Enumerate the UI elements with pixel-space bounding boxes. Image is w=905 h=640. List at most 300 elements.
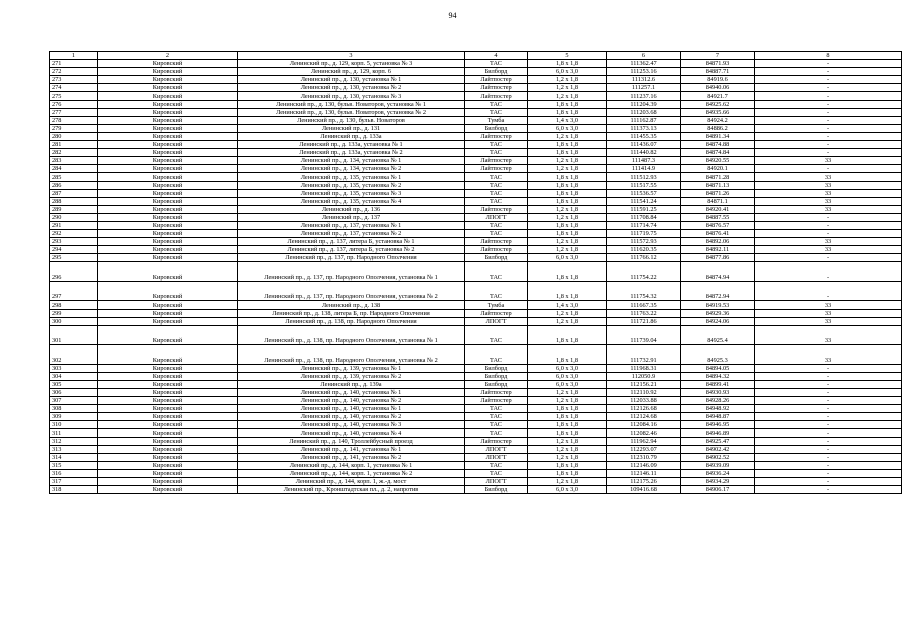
district-cell: Кировский [98,345,238,365]
structure-type-cell: ТАС [465,469,528,477]
structure-type-cell: Лайтпостер [465,246,528,254]
district-cell: Кировский [98,309,238,317]
coordinate-y-cell: 84871.28 [681,173,755,181]
address-cell: Ленинский пр., д. 140, установка № 3 [238,421,465,429]
structure-type-cell: Лайтпостер [465,84,528,92]
note-cell: 33 [755,325,902,345]
note-cell: - [755,389,902,397]
table-row [50,413,902,421]
coordinate-y-cell: 84920.1 [681,165,755,173]
address-cell: Ленинский пр., д. 130, установка № 2 [238,84,465,92]
table-row [50,181,902,189]
row-number-cell: 271 [50,60,98,68]
coordinate-x-cell: 111440.82 [607,149,681,157]
table-row [50,364,902,372]
structure-type-cell: Билборд [465,486,528,494]
note-cell: - [755,60,902,68]
size-cell: 1,8 х 1,8 [528,149,607,157]
structure-type-cell: Тумба [465,116,528,124]
note-cell: - [755,461,902,469]
coordinate-y-cell: 84948.87 [681,413,755,421]
row-number-cell: 274 [50,84,98,92]
table-row [50,262,902,282]
size-cell: 1,8 х 1,8 [528,469,607,477]
address-cell: Ленинский пр., д. 141, установка № 2 [238,453,465,461]
size-cell: 1,8 х 1,8 [528,141,607,149]
table-row [50,437,902,445]
table-row [50,453,902,461]
table-row [50,238,902,246]
table-row [50,317,902,325]
row-number-cell: 285 [50,173,98,181]
structure-type-cell: Билборд [465,380,528,388]
address-cell: Ленинский пр., д. 130, установка № 1 [238,76,465,84]
structure-type-cell: Лайтпостер [465,157,528,165]
coordinate-x-cell: 111721.86 [607,317,681,325]
note-cell: 33 [755,317,902,325]
coordinate-y-cell: 84894.05 [681,364,755,372]
coordinate-y-cell: 84920.41 [681,205,755,213]
coordinate-x-cell: 111708.84 [607,213,681,221]
size-cell: 6,0 х 3,0 [528,68,607,76]
size-cell: 1,8 х 1,8 [528,181,607,189]
coordinate-x-cell: 111455.35 [607,132,681,140]
size-cell: 1,2 х 1,8 [528,238,607,246]
note-cell: - [755,141,902,149]
address-cell: Ленинский пр., д. 140, установка № 2 [238,397,465,405]
table-row [50,157,902,165]
size-cell: 1,8 х 1,8 [528,461,607,469]
row-number-cell: 273 [50,76,98,84]
district-cell: Кировский [98,197,238,205]
note-cell: - [755,165,902,173]
table-row [50,445,902,453]
size-cell: 1,8 х 1,8 [528,421,607,429]
row-number-cell: 300 [50,317,98,325]
row-number-cell: 318 [50,486,98,494]
coordinate-y-cell: 84874.84 [681,149,755,157]
header-cell: 1 [50,52,98,60]
district-cell: Кировский [98,469,238,477]
note-cell: - [755,445,902,453]
row-number-cell: 295 [50,254,98,262]
row-number-cell: 272 [50,68,98,76]
row-number-cell: 282 [50,149,98,157]
row-number-cell: 299 [50,309,98,317]
coordinate-y-cell: 84935.66 [681,108,755,116]
table-row [50,405,902,413]
advertising-structures-table [49,51,902,494]
coordinate-x-cell: 111732.91 [607,345,681,365]
structure-type-cell: ТАС [465,108,528,116]
structure-type-cell: ТАС [465,100,528,108]
district-cell: Кировский [98,108,238,116]
coordinate-x-cell: 111436.07 [607,141,681,149]
note-cell: - [755,132,902,140]
note-cell: - [755,405,902,413]
district-cell: Кировский [98,173,238,181]
district-cell: Кировский [98,380,238,388]
address-cell: Ленинский пр., д. 138, пр. Народного Ополчения, установка № 1 [238,325,465,345]
coordinate-y-cell: 84892.11 [681,246,755,254]
coordinate-x-cell: 111667.35 [607,301,681,309]
coordinate-y-cell: 84871.26 [681,189,755,197]
table-row [50,281,902,301]
row-number-cell: 314 [50,453,98,461]
header-cell: 7 [681,52,755,60]
district-cell: Кировский [98,181,238,189]
structure-type-cell: ТАС [465,429,528,437]
size-cell: 1,2 х 1,8 [528,92,607,100]
coordinate-x-cell: 112146.09 [607,461,681,469]
size-cell: 1,4 х 3,0 [528,116,607,124]
note-cell: 33 [755,246,902,254]
coordinate-x-cell: 111487.3 [607,157,681,165]
note-cell: - [755,124,902,132]
row-number-cell: 301 [50,325,98,345]
address-cell: Ленинский пр., д. 138, пр. Народного Ополчения [238,317,465,325]
size-cell: 1,2 х 1,8 [528,437,607,445]
address-cell: Ленинский пр., д. 137, установка № 1 [238,221,465,229]
table-row [50,246,902,254]
structure-type-cell: ТАС [465,413,528,421]
coordinate-x-cell: 111312.6 [607,76,681,84]
coordinate-x-cell: 111257.1 [607,84,681,92]
note-cell: - [755,149,902,157]
table-row [50,92,902,100]
row-number-cell: 311 [50,429,98,437]
header-cell: 6 [607,52,681,60]
table-row [50,301,902,309]
coordinate-x-cell: 112124.68 [607,413,681,421]
structure-type-cell: Билборд [465,254,528,262]
structure-type-cell: ТАС [465,173,528,181]
row-number-cell: 287 [50,189,98,197]
size-cell: 1,2 х 1,8 [528,213,607,221]
district-cell: Кировский [98,421,238,429]
note-cell: 33 [755,309,902,317]
district-cell: Кировский [98,92,238,100]
size-cell: 1,8 х 1,8 [528,221,607,229]
coordinate-y-cell: 84920.55 [681,157,755,165]
coordinate-y-cell: 84902.42 [681,445,755,453]
table-row [50,372,902,380]
coordinate-y-cell: 84946.95 [681,421,755,429]
size-cell: 1,8 х 1,8 [528,325,607,345]
district-cell: Кировский [98,132,238,140]
table-header-row [50,52,902,60]
district-cell: Кировский [98,397,238,405]
district-cell: Кировский [98,486,238,494]
structure-type-cell: Билборд [465,364,528,372]
coordinate-x-cell: 111968.31 [607,364,681,372]
size-cell: 1,2 х 1,8 [528,317,607,325]
coordinate-y-cell: 84939.09 [681,461,755,469]
size-cell: 6,0 х 3,0 [528,364,607,372]
size-cell: 1,8 х 1,8 [528,60,607,68]
coordinate-x-cell: 111739.04 [607,325,681,345]
size-cell: 1,8 х 1,8 [528,173,607,181]
coordinate-x-cell: 111754.32 [607,281,681,301]
structure-type-cell: ЛПОГТ [465,453,528,461]
address-cell: Ленинский пр., д. 139а [238,380,465,388]
address-cell: Ленинский пр., д. 141, установка № 1 [238,445,465,453]
coordinate-y-cell: 84936.24 [681,469,755,477]
address-cell: Ленинский пр., д. 140, установка № 2 [238,413,465,421]
address-cell: Ленинский пр., д. 134, установка № 2 [238,165,465,173]
structure-type-cell: ТАС [465,325,528,345]
coordinate-x-cell: 111763.22 [607,309,681,317]
structure-type-cell: Лайтпостер [465,238,528,246]
size-cell: 6,0 х 3,0 [528,254,607,262]
structure-type-cell: ТАС [465,181,528,189]
note-cell: - [755,429,902,437]
coordinate-y-cell: 84891.34 [681,132,755,140]
coordinate-x-cell: 109416.68 [607,486,681,494]
district-cell: Кировский [98,157,238,165]
row-number-cell: 296 [50,262,98,282]
coordinate-y-cell: 84924.2 [681,116,755,124]
coordinate-y-cell: 84925.47 [681,437,755,445]
table-row [50,469,902,477]
structure-type-cell: ЛПОГТ [465,317,528,325]
row-number-cell: 294 [50,246,98,254]
table-row [50,254,902,262]
table-row [50,309,902,317]
table-row [50,84,902,92]
row-number-cell: 292 [50,230,98,238]
coordinate-x-cell: 111719.75 [607,230,681,238]
district-cell: Кировский [98,372,238,380]
note-cell: - [755,230,902,238]
note-cell: - [755,413,902,421]
row-number-cell: 317 [50,478,98,486]
address-cell: Ленинский пр., д. 137, установка № 2 [238,230,465,238]
coordinate-x-cell: 111373.13 [607,124,681,132]
row-number-cell: 309 [50,413,98,421]
district-cell: Кировский [98,124,238,132]
structure-type-cell: Лайтпостер [465,76,528,84]
coordinate-x-cell: 111253.16 [607,68,681,76]
size-cell: 1,2 х 1,8 [528,445,607,453]
address-cell: Ленинский пр., д. 138 [238,301,465,309]
note-cell: 33 [755,173,902,181]
row-number-cell: 316 [50,469,98,477]
structure-type-cell: ТАС [465,221,528,229]
structure-type-cell: Лайтпостер [465,205,528,213]
address-cell: Ленинский пр., д. 135, установка № 1 [238,173,465,181]
address-cell: Ленинский пр., д. 134, установка № 1 [238,157,465,165]
table-row [50,380,902,388]
coordinate-y-cell: 84872.94 [681,281,755,301]
coordinate-y-cell: 84871.93 [681,60,755,68]
size-cell: 1,2 х 1,8 [528,205,607,213]
address-cell: Ленинский пр., д. 135, установка № 2 [238,181,465,189]
note-cell: 33 [755,197,902,205]
coordinate-x-cell: 111203.68 [607,108,681,116]
table-row [50,165,902,173]
coordinate-x-cell: 111572.93 [607,238,681,246]
address-cell: Ленинский пр., д. 137 [238,213,465,221]
coordinate-y-cell: 84871.13 [681,181,755,189]
row-number-cell: 302 [50,345,98,365]
size-cell: 1,8 х 1,8 [528,100,607,108]
size-cell: 1,4 х 3,0 [528,301,607,309]
structure-type-cell: Билборд [465,68,528,76]
address-cell: Ленинский пр., д. 135, установка № 3 [238,189,465,197]
address-cell: Ленинский пр., д. 137, пр. Народного Ополчения, установка № 2 [238,281,465,301]
table-row [50,197,902,205]
structure-type-cell: ТАС [465,189,528,197]
size-cell: 1,8 х 1,8 [528,429,607,437]
row-number-cell: 281 [50,141,98,149]
district-cell: Кировский [98,205,238,213]
address-cell: Ленинский пр., Кронштадтская пл., д. 2, напротив [238,486,465,494]
note-cell: - [755,84,902,92]
address-cell: Ленинский пр., д. 137, литера Б, установка № 2 [238,246,465,254]
coordinate-x-cell: 112175.26 [607,478,681,486]
coordinate-x-cell: 112146.11 [607,469,681,477]
district-cell: Кировский [98,189,238,197]
coordinate-y-cell: 84929.36 [681,309,755,317]
note-cell: - [755,364,902,372]
coordinate-y-cell: 84887.55 [681,213,755,221]
note-cell: - [755,281,902,301]
table-row [50,478,902,486]
address-cell: Ленинский пр., д. 144, корп. 1, установка № 1 [238,461,465,469]
row-number-cell: 308 [50,405,98,413]
address-cell: Ленинский пр., д. 144, корп. 1, установка № 2 [238,469,465,477]
district-cell: Кировский [98,165,238,173]
coordinate-x-cell: 112126.68 [607,405,681,413]
table-row [50,230,902,238]
table-row [50,205,902,213]
coordinate-y-cell: 84925.62 [681,100,755,108]
size-cell: 6,0 х 3,0 [528,124,607,132]
coordinate-y-cell: 84921.7 [681,92,755,100]
size-cell: 1,2 х 1,8 [528,84,607,92]
coordinate-y-cell: 84874.94 [681,262,755,282]
structure-type-cell: Лайтпостер [465,132,528,140]
size-cell: 1,8 х 1,8 [528,189,607,197]
note-cell: - [755,108,902,116]
coordinate-x-cell: 111517.55 [607,181,681,189]
row-number-cell: 298 [50,301,98,309]
table-row [50,68,902,76]
note-cell: - [755,76,902,84]
district-cell: Кировский [98,461,238,469]
table-row [50,325,902,345]
table-row [50,189,902,197]
structure-type-cell: Билборд [465,124,528,132]
district-cell: Кировский [98,301,238,309]
header-cell: 2 [98,52,238,60]
row-number-cell: 312 [50,437,98,445]
table-row [50,60,902,68]
structure-type-cell: ТАС [465,197,528,205]
size-cell: 1,2 х 1,8 [528,453,607,461]
coordinate-x-cell: 111414.9 [607,165,681,173]
size-cell: 1,2 х 1,8 [528,246,607,254]
header-cell: 8 [755,52,902,60]
coordinate-y-cell: 84874.88 [681,141,755,149]
district-cell: Кировский [98,246,238,254]
row-number-cell: 283 [50,157,98,165]
address-cell: Ленинский пр., д. 139, установка № 2 [238,372,465,380]
table-row [50,397,902,405]
structure-type-cell: Лайтпостер [465,437,528,445]
coordinate-x-cell: 111512.93 [607,173,681,181]
address-cell: Ленинский пр., д. 130, установка № 3 [238,92,465,100]
note-cell: 33 [755,301,902,309]
district-cell: Кировский [98,68,238,76]
structure-type-cell: ТАС [465,405,528,413]
coordinate-y-cell: 84892.06 [681,238,755,246]
table-row [50,429,902,437]
district-cell: Кировский [98,141,238,149]
structure-type-cell: ТАС [465,141,528,149]
coordinate-y-cell: 84924.06 [681,317,755,325]
coordinate-y-cell: 84876.41 [681,230,755,238]
district-cell: Кировский [98,325,238,345]
address-cell: Ленинский пр., д. 140, установка № 1 [238,405,465,413]
size-cell: 1,2 х 1,8 [528,76,607,84]
coordinate-y-cell: 84930.93 [681,389,755,397]
size-cell: 1,2 х 1,8 [528,397,607,405]
district-cell: Кировский [98,453,238,461]
note-cell: 33 [755,238,902,246]
table-row [50,76,902,84]
header-cell: 5 [528,52,607,60]
coordinate-y-cell: 84934.29 [681,478,755,486]
district-cell: Кировский [98,254,238,262]
district-cell: Кировский [98,413,238,421]
table-row [50,149,902,157]
district-cell: Кировский [98,262,238,282]
table-row [50,221,902,229]
row-number-cell: 304 [50,372,98,380]
note-cell: - [755,453,902,461]
address-cell: Ленинский пр., д. 131 [238,124,465,132]
size-cell: 1,8 х 1,8 [528,281,607,301]
district-cell: Кировский [98,238,238,246]
size-cell: 1,8 х 1,8 [528,230,607,238]
coordinate-x-cell: 111541.24 [607,197,681,205]
structure-type-cell: Лайтпостер [465,309,528,317]
district-cell: Кировский [98,437,238,445]
address-cell: Ленинский пр., д. 139, установка № 1 [238,364,465,372]
coordinate-y-cell: 84928.26 [681,397,755,405]
row-number-cell: 279 [50,124,98,132]
address-cell: Ленинский пр., д. 129, корп. 5, установка № 3 [238,60,465,68]
coordinate-y-cell: 84925.4 [681,325,755,345]
structure-type-cell: ТАС [465,461,528,469]
coordinate-y-cell: 84919.53 [681,301,755,309]
note-cell: 33 [755,345,902,365]
coordinate-y-cell: 84886.2 [681,124,755,132]
address-cell: Ленинский пр., д. 129, корп. 6 [238,68,465,76]
coordinate-y-cell: 84871.1 [681,197,755,205]
size-cell: 1,2 х 1,8 [528,389,607,397]
note-cell: - [755,380,902,388]
coordinate-x-cell: 111620.35 [607,246,681,254]
note-cell: - [755,262,902,282]
district-cell: Кировский [98,230,238,238]
coordinate-x-cell: 112293.07 [607,445,681,453]
coordinate-y-cell: 84876.57 [681,221,755,229]
size-cell: 6,0 х 3,0 [528,372,607,380]
row-number-cell: 293 [50,238,98,246]
